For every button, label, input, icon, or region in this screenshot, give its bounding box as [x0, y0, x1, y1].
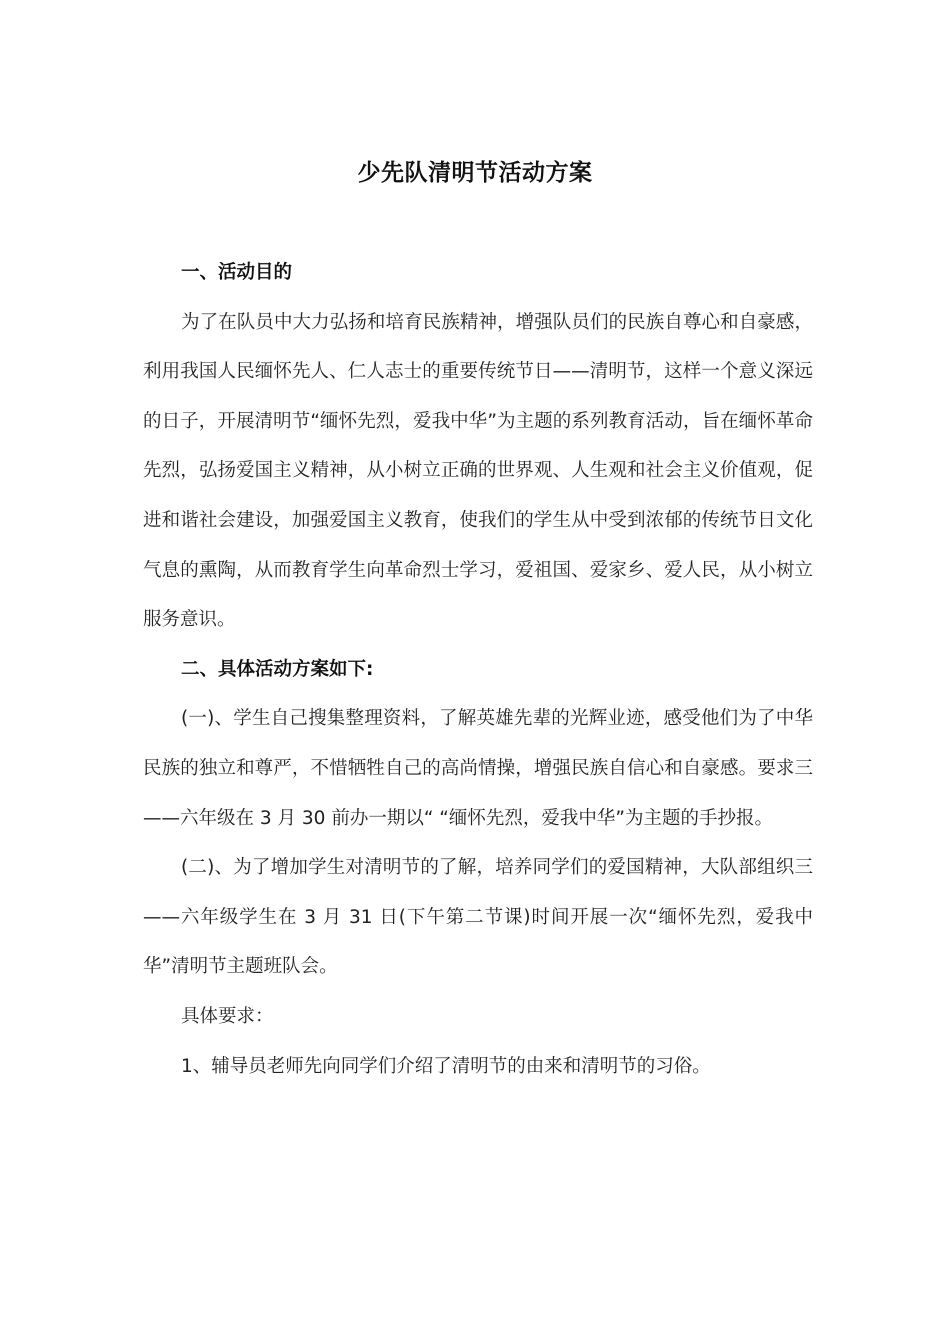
- document-title: 少先队清明节活动方案: [357, 160, 593, 186]
- paragraph-item-1: (一)、学生自己搜集整理资料，了解英雄先辈的光辉业迹，感受他们为了中华民族的独立和尊严，不惜牺牲自己的高尚情操，增强民族自信心和自豪感。要求三——六年级在 3 月 30 前办一期以“ “缅怀先烈，爱我中华”为主题的手抄报。: [143, 708, 813, 829]
- requirements-label: 具体要求：: [181, 1005, 274, 1027]
- section-heading-plan: 二、具体活动方案如下:: [181, 658, 374, 680]
- document-body: [143, 248, 813, 1091]
- section-heading-purpose: 一、活动目的: [181, 262, 293, 283]
- paragraph-purpose: 为了在队员中大力弘扬和培育民族精神，增强队员们的民族自尊心和自豪感，利用我国人民缅怀先人、仁人志士的重要传统节日——清明节，这样一个意义深远的日子，开展清明节“缅怀先烈，爱我中华”为主题的系列教育活动，旨在缅怀革命先烈，弘扬爱国主义精神，从小树立正确的世界观、人生观和社会主义价值观，促进和谐社会建设，加强爱国主义教育，使我们的学生从中受到浓郁的传统节日文化气息的熏陶，从而教育学生向革命烈士学习，爱祖国、爱家乡、爱人民，从小树立服务意识。: [143, 311, 813, 631]
- requirement-item-1: 1、辅导员老师先向同学们介绍了清明节的由来和清明节的习俗。: [181, 1055, 711, 1077]
- paragraph-item-2: (二)、为了增加学生对清明节的了解，培养同学们的爱国精神，大队部组织三——六年级学生在 3 月 31 日(下午第二节课)时间开展一次“缅怀先烈，爱我中华”清明节主题班队会。: [143, 857, 813, 978]
